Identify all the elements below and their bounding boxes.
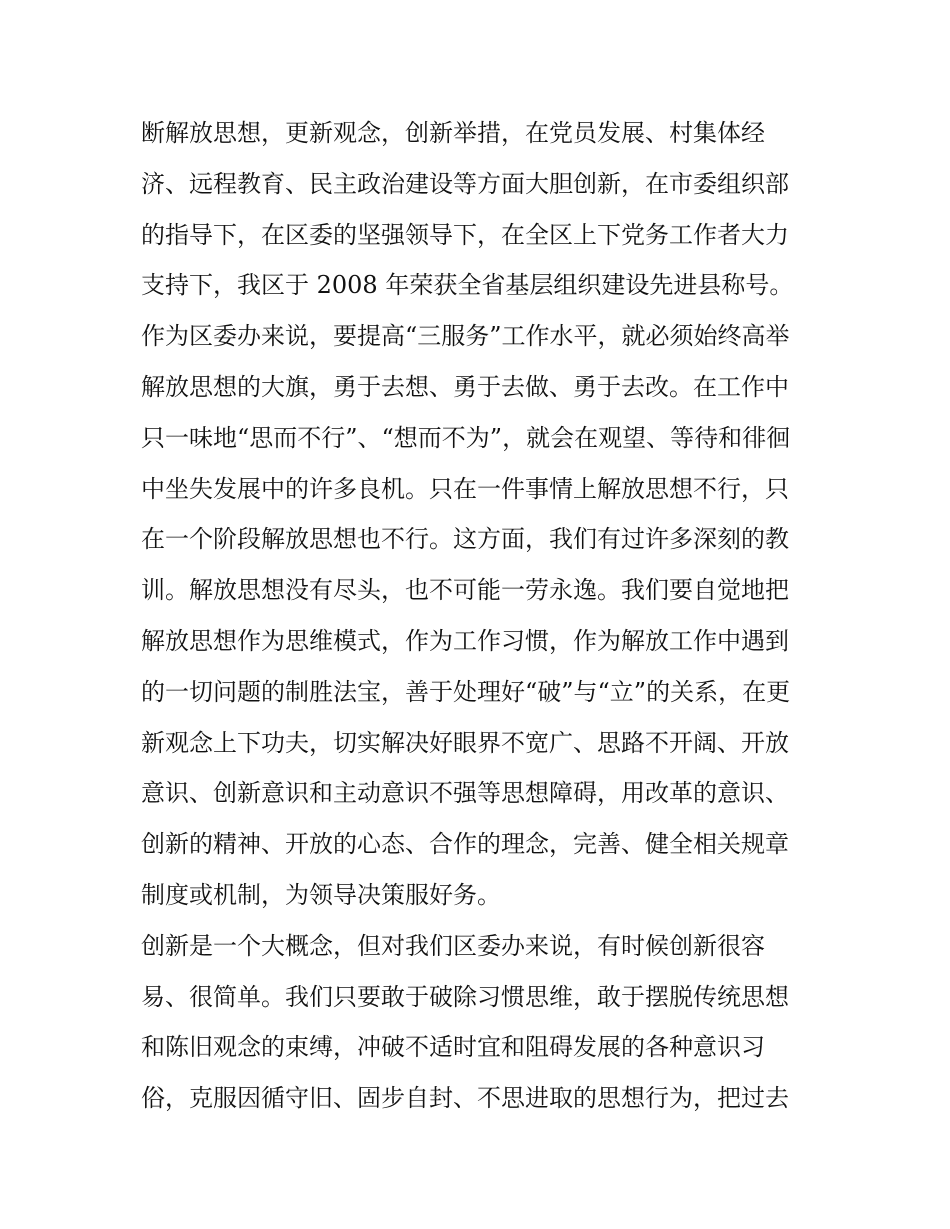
text-line-3: 的指导下，在区委的坚强领导下，在全区上下党务工作者大力 bbox=[141, 220, 789, 249]
document-body bbox=[141, 108, 813, 1124]
text-line-12: 的一切问题的制胜法宝，善于处理好“破”与“立”的关系，在更 bbox=[141, 677, 791, 706]
text-line-1: 断解放思想，更新观念，创新举措，在党员发展、村集体经 bbox=[141, 119, 765, 147]
text-line-2: 济、远程教育、民主政治建设等方面大胆创新，在市委组织部 bbox=[141, 169, 789, 198]
text-line-17: 创新是一个大概念，但对我们区委办来说，有时候创新很容 bbox=[141, 931, 765, 960]
text-line-5: 作为区委办来说，要提高“三服务”工作水平，就必须始终高举 bbox=[141, 322, 790, 351]
text-line-15: 创新的精神、开放的心态、合作的理念，完善、健全相关规章 bbox=[141, 830, 789, 859]
text-line-7: 只一味地“思而不行”、“想而不为”，就会在观望、等待和徘徊 bbox=[141, 423, 791, 452]
text-line-9: 在一个阶段解放思想也不行。这方面，我们有过许多深刻的教 bbox=[141, 525, 789, 554]
text-line-20: 俗，克服因循守旧、固步自封、不思进取的思想行为，把过去 bbox=[141, 1084, 789, 1113]
text-line-16: 制度或机制，为领导决策服好务。 bbox=[141, 880, 501, 909]
text-line-14: 意识、创新意识和主动意识不强等思想障碍，用改革的意识、 bbox=[141, 779, 789, 808]
text-line-10: 训。解放思想没有尽头，也不可能一劳永逸。我们要自觉地把 bbox=[141, 576, 789, 605]
text-line-18: 易、很简单。我们只要敢于破除习惯思维，敢于摆脱传统思想 bbox=[141, 982, 789, 1011]
text-line-19: 和陈旧观念的束缚，冲破不适时宜和阻碍发展的各种意识习 bbox=[141, 1033, 765, 1062]
text-line-4: 支持下，我区于 2008 年荣获全省基层组织建设先进县称号。 bbox=[141, 271, 794, 300]
text-line-11: 解放思想作为思维模式，作为工作习惯，作为解放工作中遇到 bbox=[141, 626, 789, 655]
text-line-13: 新观念上下功夫，切实解决好眼界不宽广、思路不开阔、开放 bbox=[141, 728, 789, 757]
text-line-8: 中坐失发展中的许多良机。只在一件事情上解放思想不行，只 bbox=[141, 474, 789, 503]
text-line-6: 解放思想的大旗，勇于去想、勇于去做、勇于去改。在工作中 bbox=[141, 372, 789, 401]
